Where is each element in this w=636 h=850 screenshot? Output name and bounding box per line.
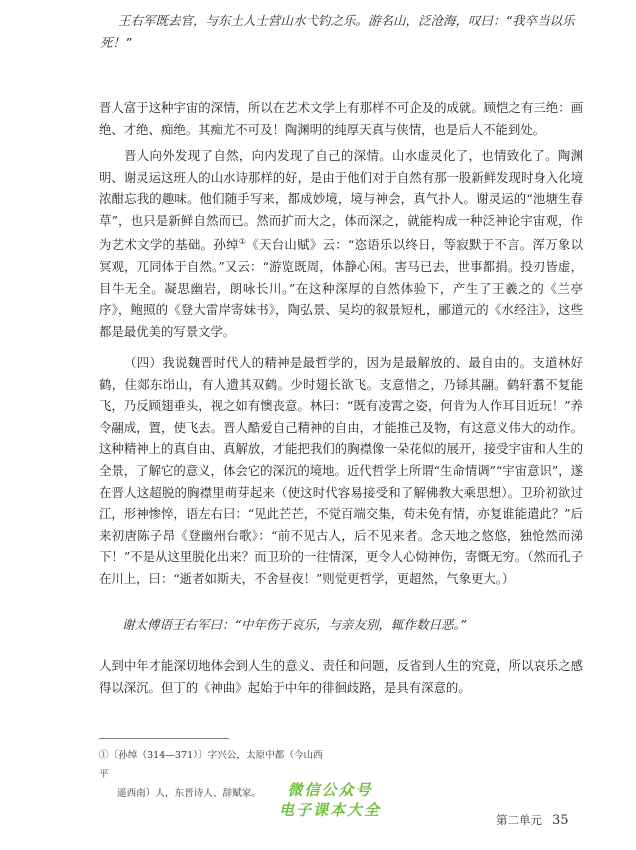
footnote-line-1: ①〔孙绰（314—371）〕字兴公，太原中都（今山西平 — [99, 750, 323, 780]
paragraph-2 — [99, 145, 583, 342]
paragraph-2-part-a: 晋人向外发现了自然，向内发现了自己的深情。山水虚灵化了，也情致化了。陶渊明、谢灵运这班人的山水诗那样的好，是由于他们对于自然有那一股新鲜发现时身入化境浓酣忘我的趣味。他们随手写来，都成妙境，境与神会，真气扑人。谢灵运的“池塘生春草”，也只是新鲜自然而已。然而扩而大之，体而深之，就能构成一种泛神论宇宙观，作为艺术文学的基础。孙绰 — [99, 148, 583, 253]
watermark — [250, 780, 410, 820]
page-footer — [496, 812, 569, 828]
page-number: 35 — [552, 813, 569, 828]
paragraph-4: 人到中年才能深切地体会到人生的意义、责任和问题，反省到人生的究竟，所以哀乐之感得以深沉。但丁的《神曲》起始于中年的徘徊歧路，是具有深意的。 — [99, 658, 583, 695]
paragraph-2-part-b: 《天台山赋》云：“恣语乐以终日，等寂默于不言。浑万象以冥观，兀同体于自然。”又云：“游览既周，体静心闲。害马已去，世事都捐。投刃皆虚，目牛无全。凝思幽岩，朗咏长川。”在这种深厚的自然体验下，产生了王羲之的《兰亭序》，鲍照的《登大雷岸寄妹书》，陶弘景、吴均的叙景短札，郦道元的《水经注》，这些都是最优美的写景文学。 — [99, 237, 584, 339]
watermark-line-2: 电子课本大全 — [278, 801, 381, 819]
watermark-line-1: 微信公众号 — [287, 781, 373, 799]
unit-label: 第二单元 — [496, 813, 542, 827]
quote-xie-taifu: 谢太傅语王右军曰：“中年伤于哀乐，与亲友别，辄作数日恶。” — [122, 617, 467, 632]
footnote-line-2: 遥西南）人，东晋诗人、辞赋家。 — [117, 788, 261, 799]
paragraph-1: 晋人富于这种宇宙的深情，所以在艺术文学上有那样不可企及的成就。顾恺之有三绝：画绝、才绝、痴绝。其痴尤不可及！陶渊明的纯厚天真与侠情，也是后人不能到处。 — [99, 100, 583, 137]
paragraph-3: （四）我说魏晋时代人的精神是最哲学的，因为是最解放的、最自由的。支道林好鹤，住郯东岇山，有人遗其双鹤。少时翅长欲飞。支意惜之，乃铩其翮。鹤轩翥不复能飞，乃反顾翅垂头，视之如有懊丧意。林曰：“既有凌霄之姿，何肯为人作耳目近玩！”养令翮成，置，使飞去。晋人酷爱自己精神的自由，才能推己及物，有这意义伟大的动作。这种精神上的真自由、真解放，才能把我们的胸襟像一朵花似的展开，接受宇宙和人生的全景，了解它的意义，体会它的深沉的境地。近代哲学上所谓“生命情调”“宇宙意识”，遂在晋人这超脱的胸襟里萌芽起来（使这时代容易接受和了解佛教大乘思想）。卫玠初欲过江，形神惨悴，语左右曰：“见此芒芒，不觉百端交集，苟未免有情，亦复谁能遣此？”后来初唐陈子昂《登幽州台歌》：“前不见古人，后不见来者。念天地之悠悠，独怆然而涕下！”不是从这里脱化出来？而卫玠的一往情深，更令人心恸神伤，寄慨无穷。（然而孔子在川上，曰：“逝者如斯夫，不舍昼夜！”则觉更哲学，更超然，气象更大。） — [99, 355, 583, 586]
footnote-marker: ① — [238, 237, 247, 247]
quote-wang-youjun: 王右军既去官，与东土人士营山水弋钓之乐。游名山，泛沧海，叹曰：“我卒当以乐死！” — [100, 13, 575, 50]
footnote-divider — [99, 738, 229, 739]
